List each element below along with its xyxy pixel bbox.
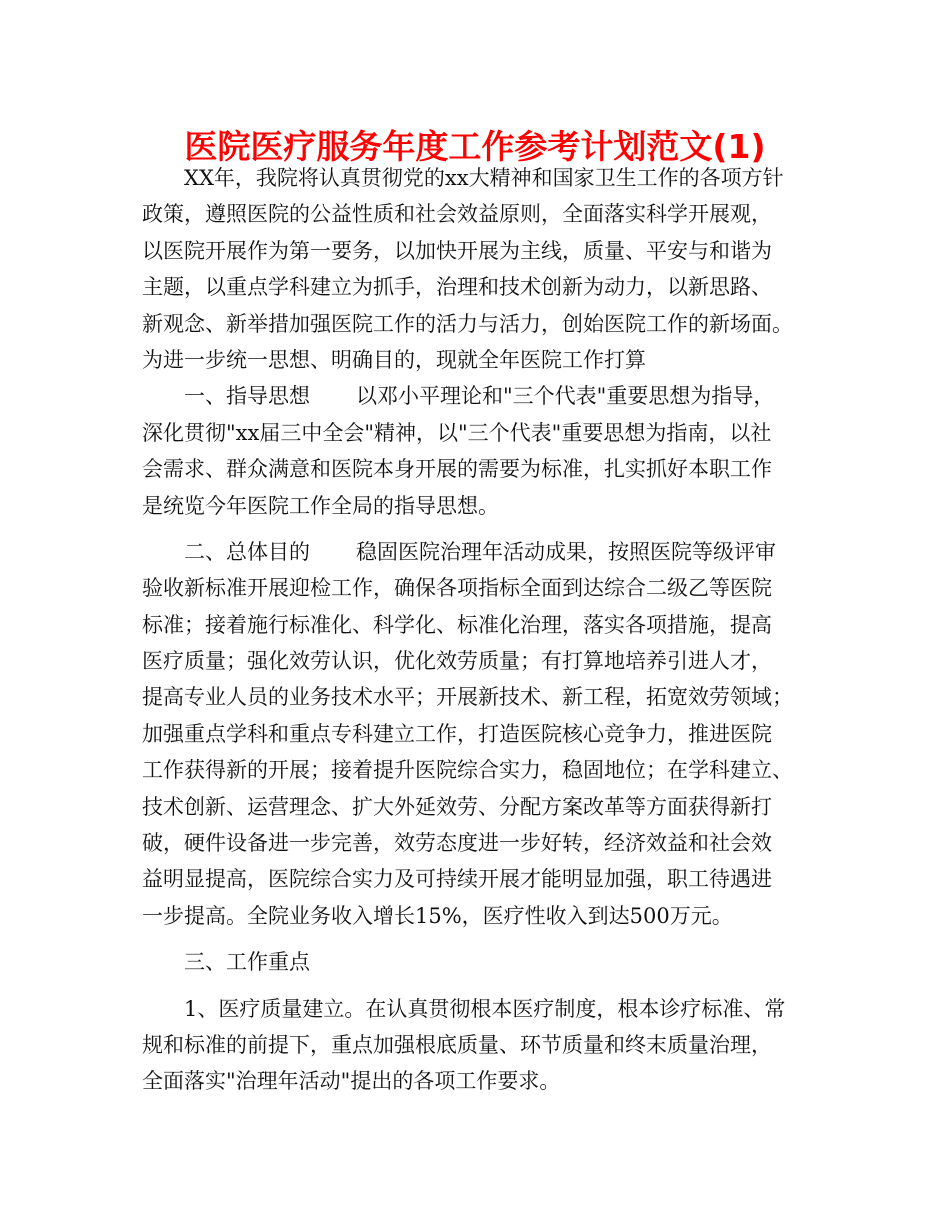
document-title: 医院医疗服务年度工作参考计划范文(1): [184, 127, 766, 166]
intro-line: 主题，以重点学科建立为抓手，治理和技术创新为动力，以新思路、: [142, 275, 772, 300]
section2-line: 破，硬件设备进一步完善，效劳态度进一步好转，经济效益和社会效: [142, 831, 772, 856]
section2-line: 医疗质量；强化效劳认识，优化效劳质量；有打算地培养引进人才，: [142, 649, 772, 674]
section2-first-line-text: 稳固医院治理年活动成果，按照医院等级评审: [356, 539, 776, 564]
section2-line: 加强重点学科和重点专科建立工作，打造医院核心竞争力，推进医院: [142, 721, 772, 746]
intro-line: XX年，我院将认真贯彻党的xx大精神和国家卫生工作的各项方针: [184, 166, 784, 190]
section2-line: 提高专业人员的业务技术水平；开展新技术、新工程，拓宽效劳领域；: [142, 685, 793, 710]
section2-line: 工作获得新的开展；接着提升医院综合实力，稳固地位；在学科建立、: [142, 758, 793, 783]
section2-line: 益明显提高，医院综合实力及可持续开展才能明显加强，职工待遇进: [142, 867, 772, 892]
intro-line: 以医院开展作为第一要务，以加快开展为主线，质量、平安与和谐为: [142, 238, 772, 263]
item1-line: 规和标准的前提下，重点加强根底质量、环节质量和终末质量治理，: [142, 1032, 772, 1057]
intro-line: 新观念、新举措加强医院工作的活力与活力，创始医院工作的新场面。: [142, 311, 793, 336]
section1-line: 会需求、群众满意和医院本身开展的需要为标准，扎实抓好本职工作: [142, 457, 772, 482]
section1-first-line-text: 以邓小平理论和"三个代表"重要思想为指导，: [356, 384, 775, 409]
section3-heading: 三、工作重点: [184, 950, 310, 975]
section1-line: 是统览今年医院工作全局的指导思想。: [142, 493, 499, 518]
section1-heading: 一、指导思想: [184, 384, 310, 409]
section2-line: 一步提高。全院业务收入增长15%，医疗性收入到达500万元。: [142, 903, 733, 928]
section1-line: 深化贯彻"xx届三中全会"精神，以"三个代表"重要思想为指南，以社: [142, 420, 772, 445]
document-body: [142, 160, 832, 1100]
intro-line: 政策，遵照医院的公益性质和社会效益原则，全面落实科学开展观，: [142, 202, 772, 227]
section2-line: 验收新标准开展迎检工作，确保各项指标全面到达综合二级乙等医院: [142, 576, 772, 601]
section2-line: 标准；接着施行标准化、科学化、标准化治理，落实各项措施，提高: [142, 612, 772, 637]
section1-first-line: [142, 378, 832, 414]
section2-line: 技术创新、运营理念、扩大外延效劳、分配方案改革等方面获得新打: [142, 794, 772, 819]
section2-heading: 二、总体目的: [184, 539, 310, 564]
item1-line: 1、医疗质量建立。在认真贯彻根本医疗制度，根本诊疗标准、常: [184, 996, 786, 1021]
item1-line: 全面落实"治理年活动"提出的各项工作要求。: [142, 1069, 561, 1094]
section2-first-line: [142, 534, 832, 570]
intro-line: 为进一步统一思想、明确目的，现就全年医院工作打算: [142, 347, 646, 372]
